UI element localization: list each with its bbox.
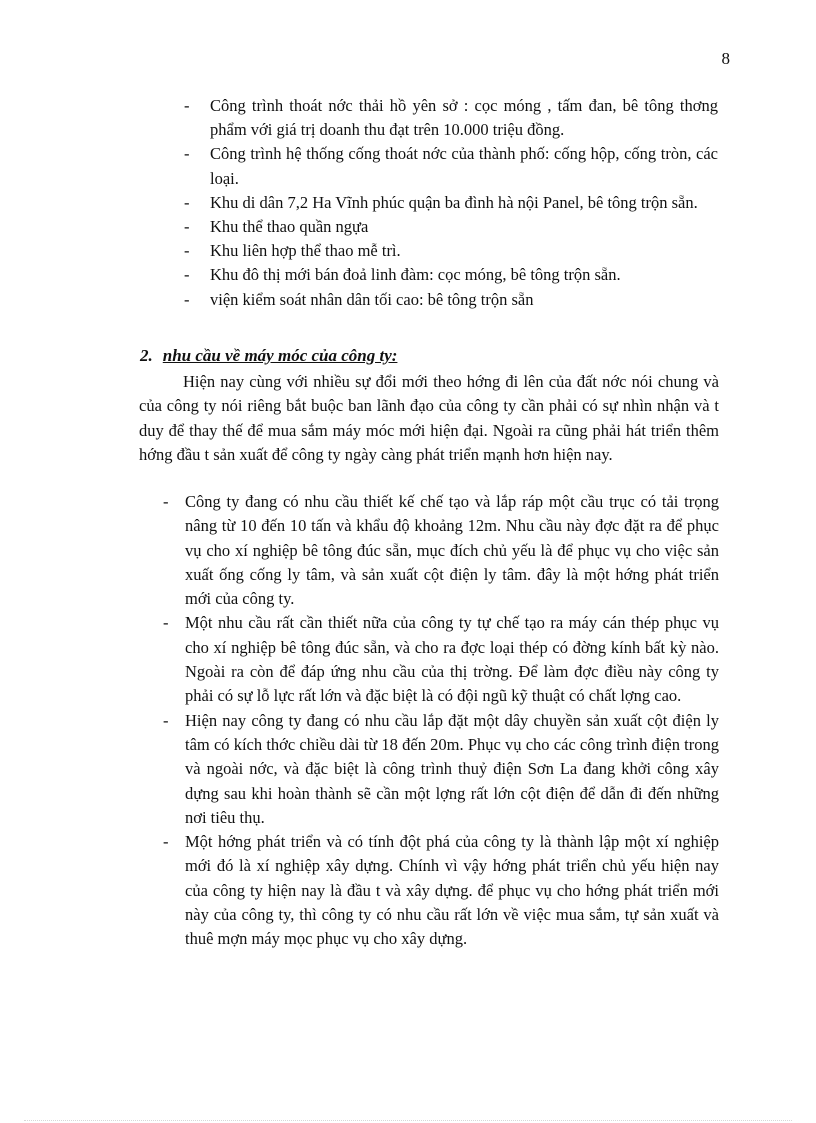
list-bullet: - [184, 289, 190, 309]
list-bullet: - [184, 241, 190, 261]
list-bullet: - [184, 96, 190, 115]
list-item-text: Công trình hệ thống cống thoát nớc của thành phố: cống hộp, cống tròn, các loại. [210, 144, 718, 188]
list-bullet: - [184, 144, 190, 164]
list-item [163, 709, 719, 830]
list-item [184, 239, 718, 263]
list-item-text: Hiện nay công ty đang có nhu cầu lắp đặt một dây chuyền sản xuất cột điện ly tâm có kích thớc chiều dài từ 18 đến 20m. Phục vụ cho các công trình điện trong và ngoài nớc, và đặc biệt là công trình thuỷ điện Sơn La đang khởi công xây dựng sau khi hoàn thành sẽ cần một lợng rất lớn cột điện để dẫn đi đến những nơi tiêu thụ. [185, 710, 719, 827]
list-item-text: Công ty đang có nhu cầu thiết kế chế tạo và lắp ráp một cầu trục có tải trọng nâng từ 10 đến 10 tấn và khẩu độ khoảng 12m. Nhu cầu này đợc đặt ra để phục vụ cho xí nghiệp bê tông đúc sẵn, mục đích chủ yếu là để phục vụ cho việc sản xuất ống cống ly tâm, và sản xuất cột điện ly tâm. đây là một hớng phát triển mới của công ty. [185, 492, 719, 609]
needs-list [163, 490, 719, 952]
list-item-text: Khu đô thị mới bán đoả linh đàm: cọc móng, bê tông trộn sẵn. [210, 265, 621, 285]
list-bullet: - [163, 613, 169, 633]
list-bullet: - [184, 217, 190, 237]
list-bullet: - [184, 192, 190, 212]
list-item-text: Một nhu cầu rất cần thiết nữa của công ty tự chế tạo ra máy cán thép phục vụ cho xí nghiệp bê tông đúc sẵn, và cho ra đợc loại thép có đờng kính bất kỳ nào. Ngoài ra còn để đáp ứng nhu cầu của thị trờng. Để làm đợc điều này công ty phải có sự lỗ lực rất lớn và đặc biệt là có đội ngũ kỹ thuật có chất lợng cao. [185, 613, 719, 706]
list-item [184, 142, 718, 190]
list-item-text: Khu thể thao quần ngựa [210, 217, 369, 237]
list-item [163, 490, 719, 611]
list-item [184, 288, 718, 312]
list-bullet: - [163, 832, 169, 852]
list-item-text: Một hớng phát triển và có tính đột phá của công ty là thành lập một xí nghiệp mới đó là xí nghiệp xây dựng. Chính vì vậy hớng phát triển chủ yếu hiện nay của công ty hiện nay là đầu t và xây dựng. để phục vụ cho hớng phát triển mới này của công ty, thì công ty có nhu cầu rất lớn về việc mua sắm, tự sản xuất và thuê mợn máy mọc phục vụ cho xây dựng. [185, 832, 719, 949]
list-item-text: viện kiểm soát nhân dân tối cao: bê tông trộn sẵn [210, 289, 534, 309]
list-item [163, 611, 719, 708]
project-list [184, 94, 718, 312]
list-item-text: Khu liên hợp thể thao mễ trì. [210, 241, 401, 261]
list-item [184, 94, 718, 142]
section-title: nhu cầu về máy móc của công ty: [162, 346, 398, 365]
list-item [184, 191, 718, 215]
section-number: 2. [140, 346, 153, 365]
list-item-text: Công trình thoát nớc thải hồ yên sở : cọc móng , tấm đan, bê tông thơng phẩm với giá trị doanh thu đạt trên 10.000 triệu đồng. [210, 96, 718, 140]
page-number: 8 [721, 49, 730, 68]
list-item [163, 830, 719, 951]
list-bullet: - [163, 710, 169, 730]
list-bullet: - [184, 265, 190, 285]
intro-paragraph: Hiện nay cùng với nhiều sự đổi mới theo hớng đi lên của đất nớc nói chung và của công ty nói riêng bắt buộc ban lãnh đạo của công ty cần phải có sự nhìn nhận và t duy để thay thế để mua sắm máy móc mới hiện đại. Ngoài ra cũng phải hát triển thêm hớng đầu t sản xuất để công ty ngày càng phát triển mạnh hơn hiện nay. [139, 372, 719, 465]
list-item [184, 263, 718, 287]
list-item-text: Khu di dân 7,2 Ha Vĩnh phúc quận ba đình hà nội Panel, bê tông trộn sẵn. [210, 192, 698, 212]
list-bullet: - [163, 492, 169, 511]
page-bottom-divider [24, 1120, 792, 1121]
section-heading [140, 344, 700, 368]
list-item [184, 215, 718, 239]
